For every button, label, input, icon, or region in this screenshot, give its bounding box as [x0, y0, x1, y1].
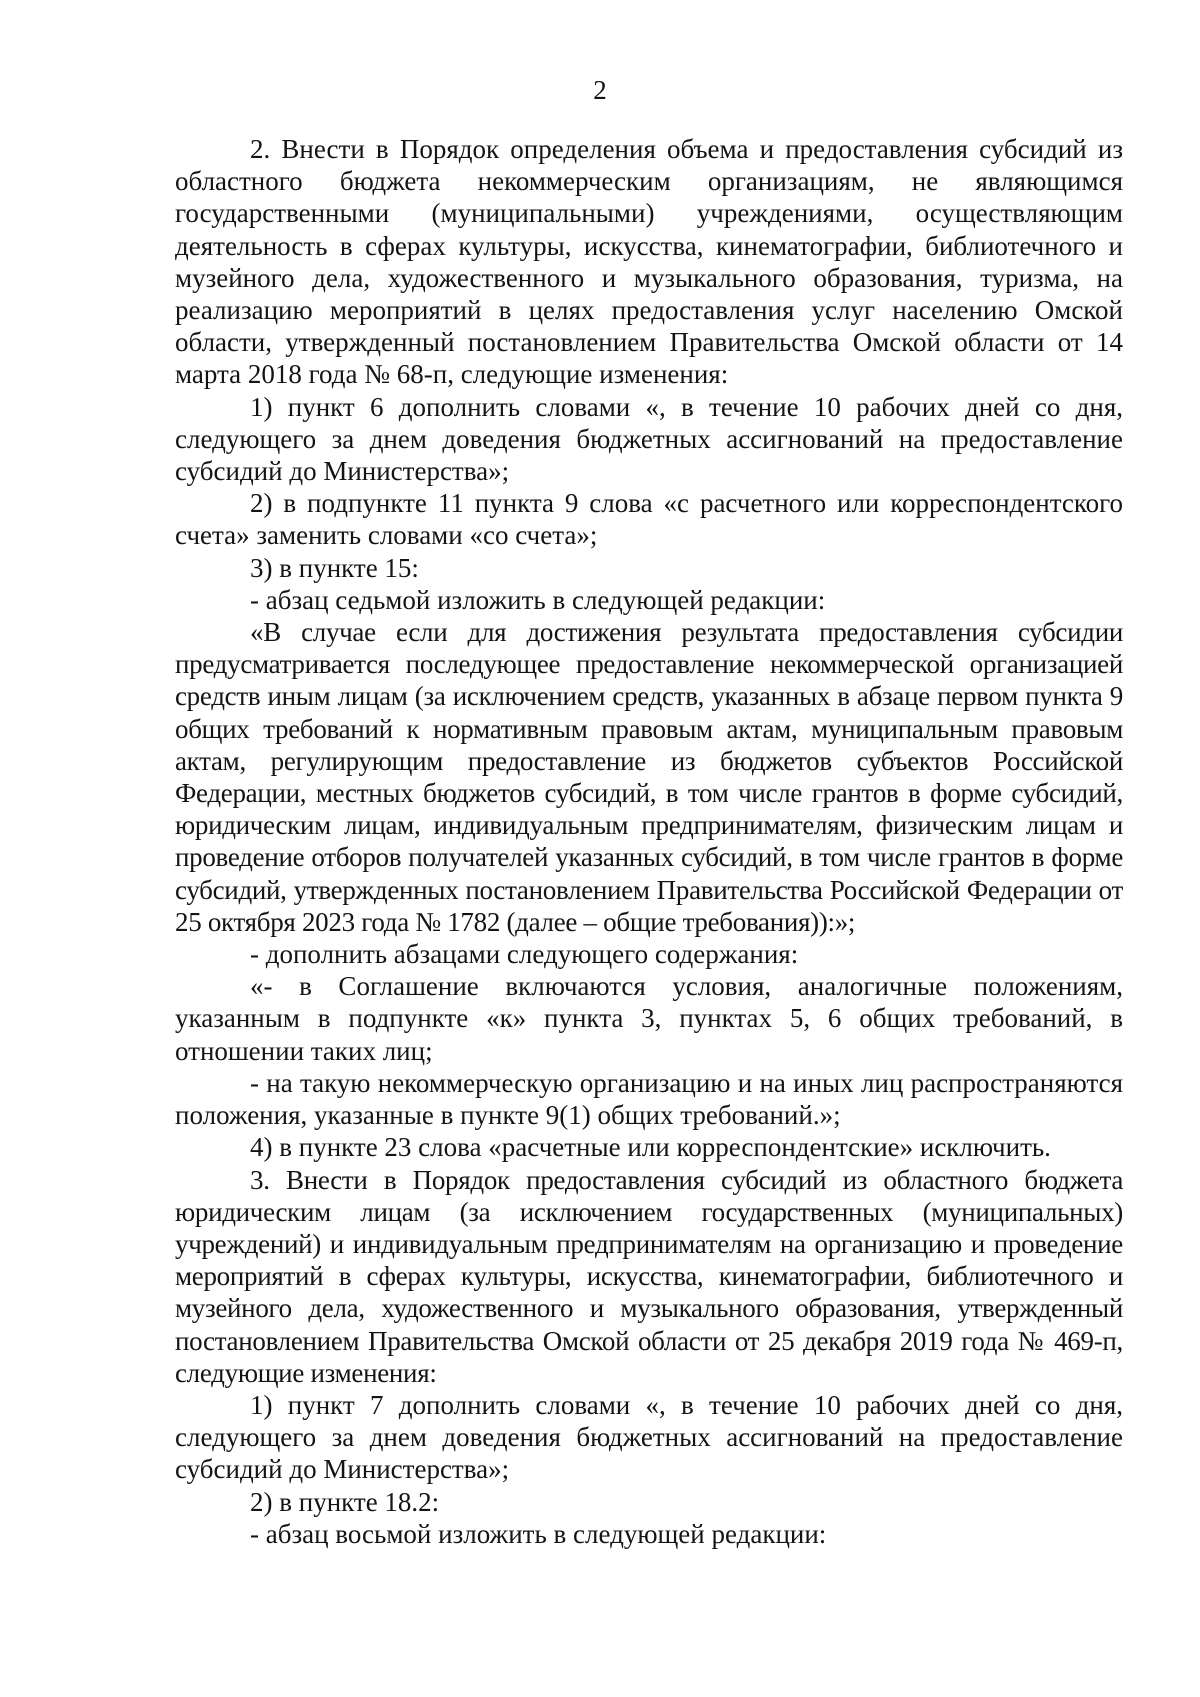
paragraph-dash-eighth: - абзац восьмой изложить в следующей редакции: — [250, 1518, 827, 1549]
document-body — [175, 133, 1123, 1550]
paragraph-subitem-2: 2) в подпункте 11 пункта 9 слова «с расчетного или корреспондентского счета» заменить словами «со счета»; — [175, 488, 1123, 551]
paragraph-subitem-1: 1) пункт 6 дополнить словами «, в течение 10 рабочих дней со дня, следующего за днем доведения бюджетных ассигнований на предоставление субсидий до Министерства»; — [175, 391, 1123, 487]
page-number: 2 — [593, 75, 607, 105]
paragraph-subitem-4: 4) в пункте 23 слова «расчетные или корреспондентские» исключить. — [250, 1132, 1051, 1163]
paragraph-quoted-agreement: «- в Соглашение включаются условия, аналогичные положениям, указанным в подпункте «к» пункта 3, пунктах 5, 6 общих требований, в отношении таких лиц; — [175, 971, 1123, 1066]
paragraph-dash-seventh: - абзац седьмой изложить в следующей редакции: — [250, 584, 826, 615]
paragraph-subitem-1b: 1) пункт 7 дополнить словами «, в течение 10 рабочих дней со дня, следующего за днем доведения бюджетных ассигнований на предоставление субсидий до Министерства»; — [175, 1389, 1123, 1485]
paragraph-dash-add: - дополнить абзацами следующего содержания: — [250, 939, 799, 970]
paragraph-quoted-text: «В случае если для достижения результата предоставления субсидии предусматривается последующее предоставление некоммерческой организацией средств иным лицам (за исключением средств, указанных в абзаце первом пункта 9 общих требований к нормативным правовым актам, муниципальным правовым актам, регулирующим предоставление из бюджетов субъектов Российской Федерации, местных бюджетов субсидий, в том числе грантов в форме субсидий, юридическим лицам, индивидуальным предпринимателям, физическим лицам и проведение отборов получателей указанных субсидий, в том числе грантов в форме субсидий, утвержденных постановлением Правительства Российской Федерации от 25 октября 2023 года № 1782 (далее – общие требования)):»; — [175, 617, 1123, 937]
paragraph-item-3: 3. Внести в Порядок предоставления субсидий из областного бюджета юридическим лицам (за исключением государственных (муниципальных) учреждений) и индивидуальным предпринимателям на организацию и проведение мероприятий в сферах культуры, искусства, кинематографии, библиотечного и музейного дела, художественного и музыкального образования, утвержденный постановлением Правительства Омской области от 25 декабря 2019 года № 469-п, следующие изменения: — [175, 1164, 1123, 1388]
paragraph-subitem-2b: 2) в пункте 18.2: — [250, 1486, 440, 1517]
paragraph-item-2: 2. Внести в Порядок определения объема и предоставления субсидий из областного бюджета некоммерческим организациям, не являющимся государственными (муниципальными) учреждениями, осуществляющим деятельность в сферах культуры, искусства, кинематографии, библиотечного и музейного дела, художественного и музыкального образования, туризма, на реализацию мероприятий в целях предоставления услуг населению Омской области, утвержденный постановлением Правительства Омской области от 14 марта 2018 года № 68-п, следующие изменения: — [175, 134, 1123, 390]
paragraph-quoted-organization: - на такую некоммерческую организацию и на иных лиц распространяются положения, указанные в пункте 9(1) общих требований.»; — [175, 1067, 1123, 1131]
paragraph-subitem-3: 3) в пункте 15: — [250, 552, 419, 583]
